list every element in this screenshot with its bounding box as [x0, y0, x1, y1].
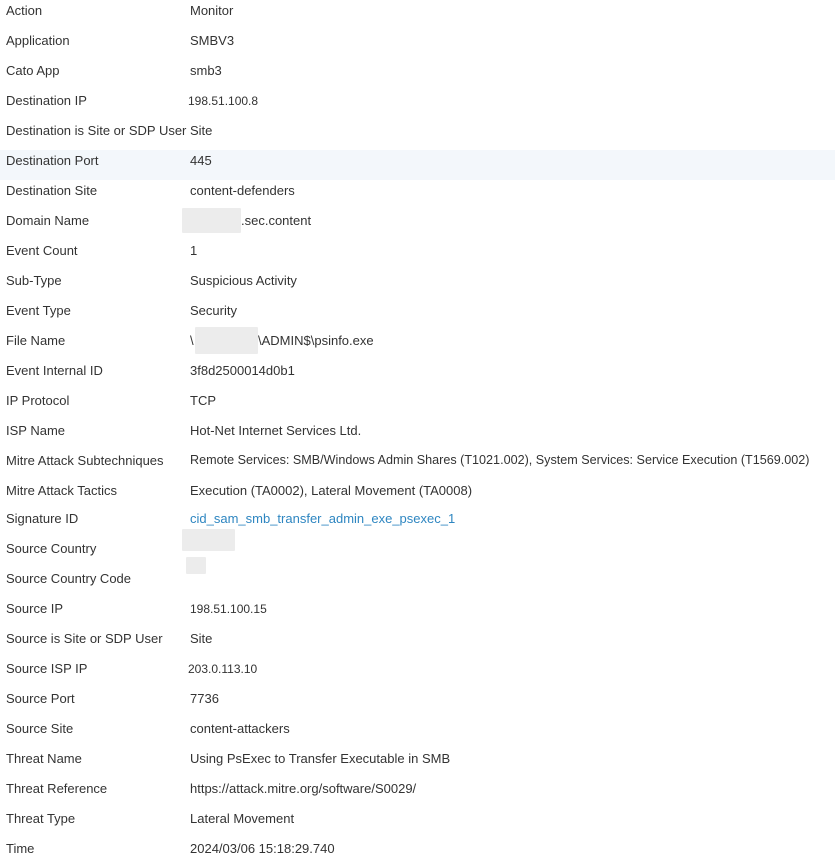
field-label: Source ISP IP: [6, 661, 88, 676]
detail-row-isp-name: [0, 420, 835, 450]
field-label: Signature ID: [6, 511, 79, 526]
field-value: Monitor: [190, 3, 234, 18]
field-value: https://attack.mitre.org/software/S0029/: [190, 781, 417, 796]
detail-row-action: [0, 0, 835, 30]
field-label: Mitre Attack Subtechniques: [6, 453, 164, 468]
field-label: Source IP: [6, 601, 64, 616]
detail-row-source-site: [0, 718, 835, 748]
field-label: Sub-Type: [6, 273, 62, 288]
detail-row-threat-type: [0, 808, 835, 838]
field-label: Destination Port: [6, 153, 99, 168]
detail-row-ip-protocol: [0, 390, 835, 420]
detail-row-source-country: [0, 538, 835, 568]
field-value-prefix: \: [190, 333, 194, 348]
detail-row-event-type: [0, 300, 835, 330]
field-value: Suspicious Activity: [190, 273, 297, 288]
field-label: Application: [6, 33, 70, 48]
detail-row-domain-name: [0, 210, 835, 240]
field-label: Destination IP: [6, 93, 87, 108]
field-label: Event Type: [6, 303, 71, 318]
field-label: ISP Name: [6, 423, 66, 438]
field-label: Event Internal ID: [6, 363, 103, 378]
detail-row-time: [0, 838, 835, 868]
field-label: Threat Type: [6, 811, 76, 826]
detail-row-file-name: [0, 330, 835, 360]
field-value: 1: [190, 243, 198, 258]
detail-row-threat-reference: [0, 778, 835, 808]
field-value: content-defenders: [190, 183, 295, 198]
field-label: Destination is Site or SDP User: [6, 123, 187, 138]
redaction-block: [182, 208, 241, 233]
detail-row-mitre-tactics: [0, 480, 835, 508]
detail-row-event-internal-id: [0, 360, 835, 390]
field-value: 2024/03/06 15:18:29.740: [190, 841, 335, 856]
detail-row-signature-id: [0, 508, 835, 538]
field-label: Domain Name: [6, 213, 90, 228]
redaction-block: [195, 327, 258, 354]
field-value: smb3: [190, 63, 222, 78]
detail-row-destination-ip: [0, 90, 835, 120]
field-label: Destination Site: [6, 183, 98, 198]
detail-row-source-isp-ip: [0, 658, 835, 688]
detail-row-threat-name: [0, 748, 835, 778]
field-value: 445: [190, 153, 212, 168]
field-label: Source Site: [6, 721, 74, 736]
field-value: Security: [190, 303, 237, 318]
detail-row-source-port: [0, 688, 835, 718]
field-value: Remote Services: SMB/Windows Admin Shares (T1021.002), System Services: Service Execution (T1569.002): [190, 453, 810, 467]
field-label: Action: [6, 3, 43, 18]
field-value: 198.51.100.15: [190, 602, 267, 616]
field-value: content-attackers: [190, 721, 290, 736]
field-value: SMBV3: [190, 33, 235, 48]
redaction-block: [182, 529, 235, 551]
field-value: \ADMIN$\psinfo.exe: [258, 333, 374, 348]
detail-row-event-count: [0, 240, 835, 270]
field-label: Threat Reference: [6, 781, 108, 796]
field-label: Time: [6, 841, 35, 856]
field-value: Using PsExec to Transfer Executable in SMB: [190, 751, 451, 766]
field-value: 198.51.100.8: [188, 94, 259, 108]
signature-id-link[interactable]: cid_sam_smb_transfer_admin_exe_psexec_1: [190, 511, 456, 526]
field-value: 203.0.113.10: [188, 662, 258, 676]
field-label: File Name: [6, 333, 66, 348]
field-value: .sec.content: [241, 213, 312, 228]
field-label: Event Count: [6, 243, 78, 258]
detail-row-source-country-code: [0, 568, 835, 598]
field-value: Site: [190, 631, 213, 646]
field-value: Hot-Net Internet Services Ltd.: [190, 423, 362, 438]
detail-row-mitre-subtechniques: [0, 450, 835, 480]
detail-row-sub-type: [0, 270, 835, 300]
field-label: Source Port: [6, 691, 75, 706]
redaction-block: [186, 557, 206, 574]
field-label: Threat Name: [6, 751, 82, 766]
field-value: Lateral Movement: [190, 811, 295, 826]
field-value: 3f8d2500014d0b1: [190, 363, 295, 378]
field-value: TCP: [190, 393, 216, 408]
field-label: Source Country: [6, 541, 97, 556]
field-label: Source Country Code: [6, 571, 132, 586]
detail-row-cato-app: [0, 60, 835, 90]
field-label: Cato App: [6, 63, 60, 78]
detail-row-application: [0, 30, 835, 60]
field-value: Site: [190, 123, 213, 138]
detail-row-destination-site-or-sdp: [0, 120, 835, 150]
field-label: IP Protocol: [6, 393, 70, 408]
detail-row-source-ip: [0, 598, 835, 628]
detail-row-source-site-or-sdp: [0, 628, 835, 658]
field-label: Mitre Attack Tactics: [6, 483, 118, 498]
field-label: Source is Site or SDP User: [6, 631, 163, 646]
field-value: 7736: [190, 691, 219, 706]
detail-row-destination-port: [0, 150, 835, 180]
field-value: Execution (TA0002), Lateral Movement (TA0008): [190, 483, 473, 498]
detail-row-destination-site: [0, 180, 835, 210]
